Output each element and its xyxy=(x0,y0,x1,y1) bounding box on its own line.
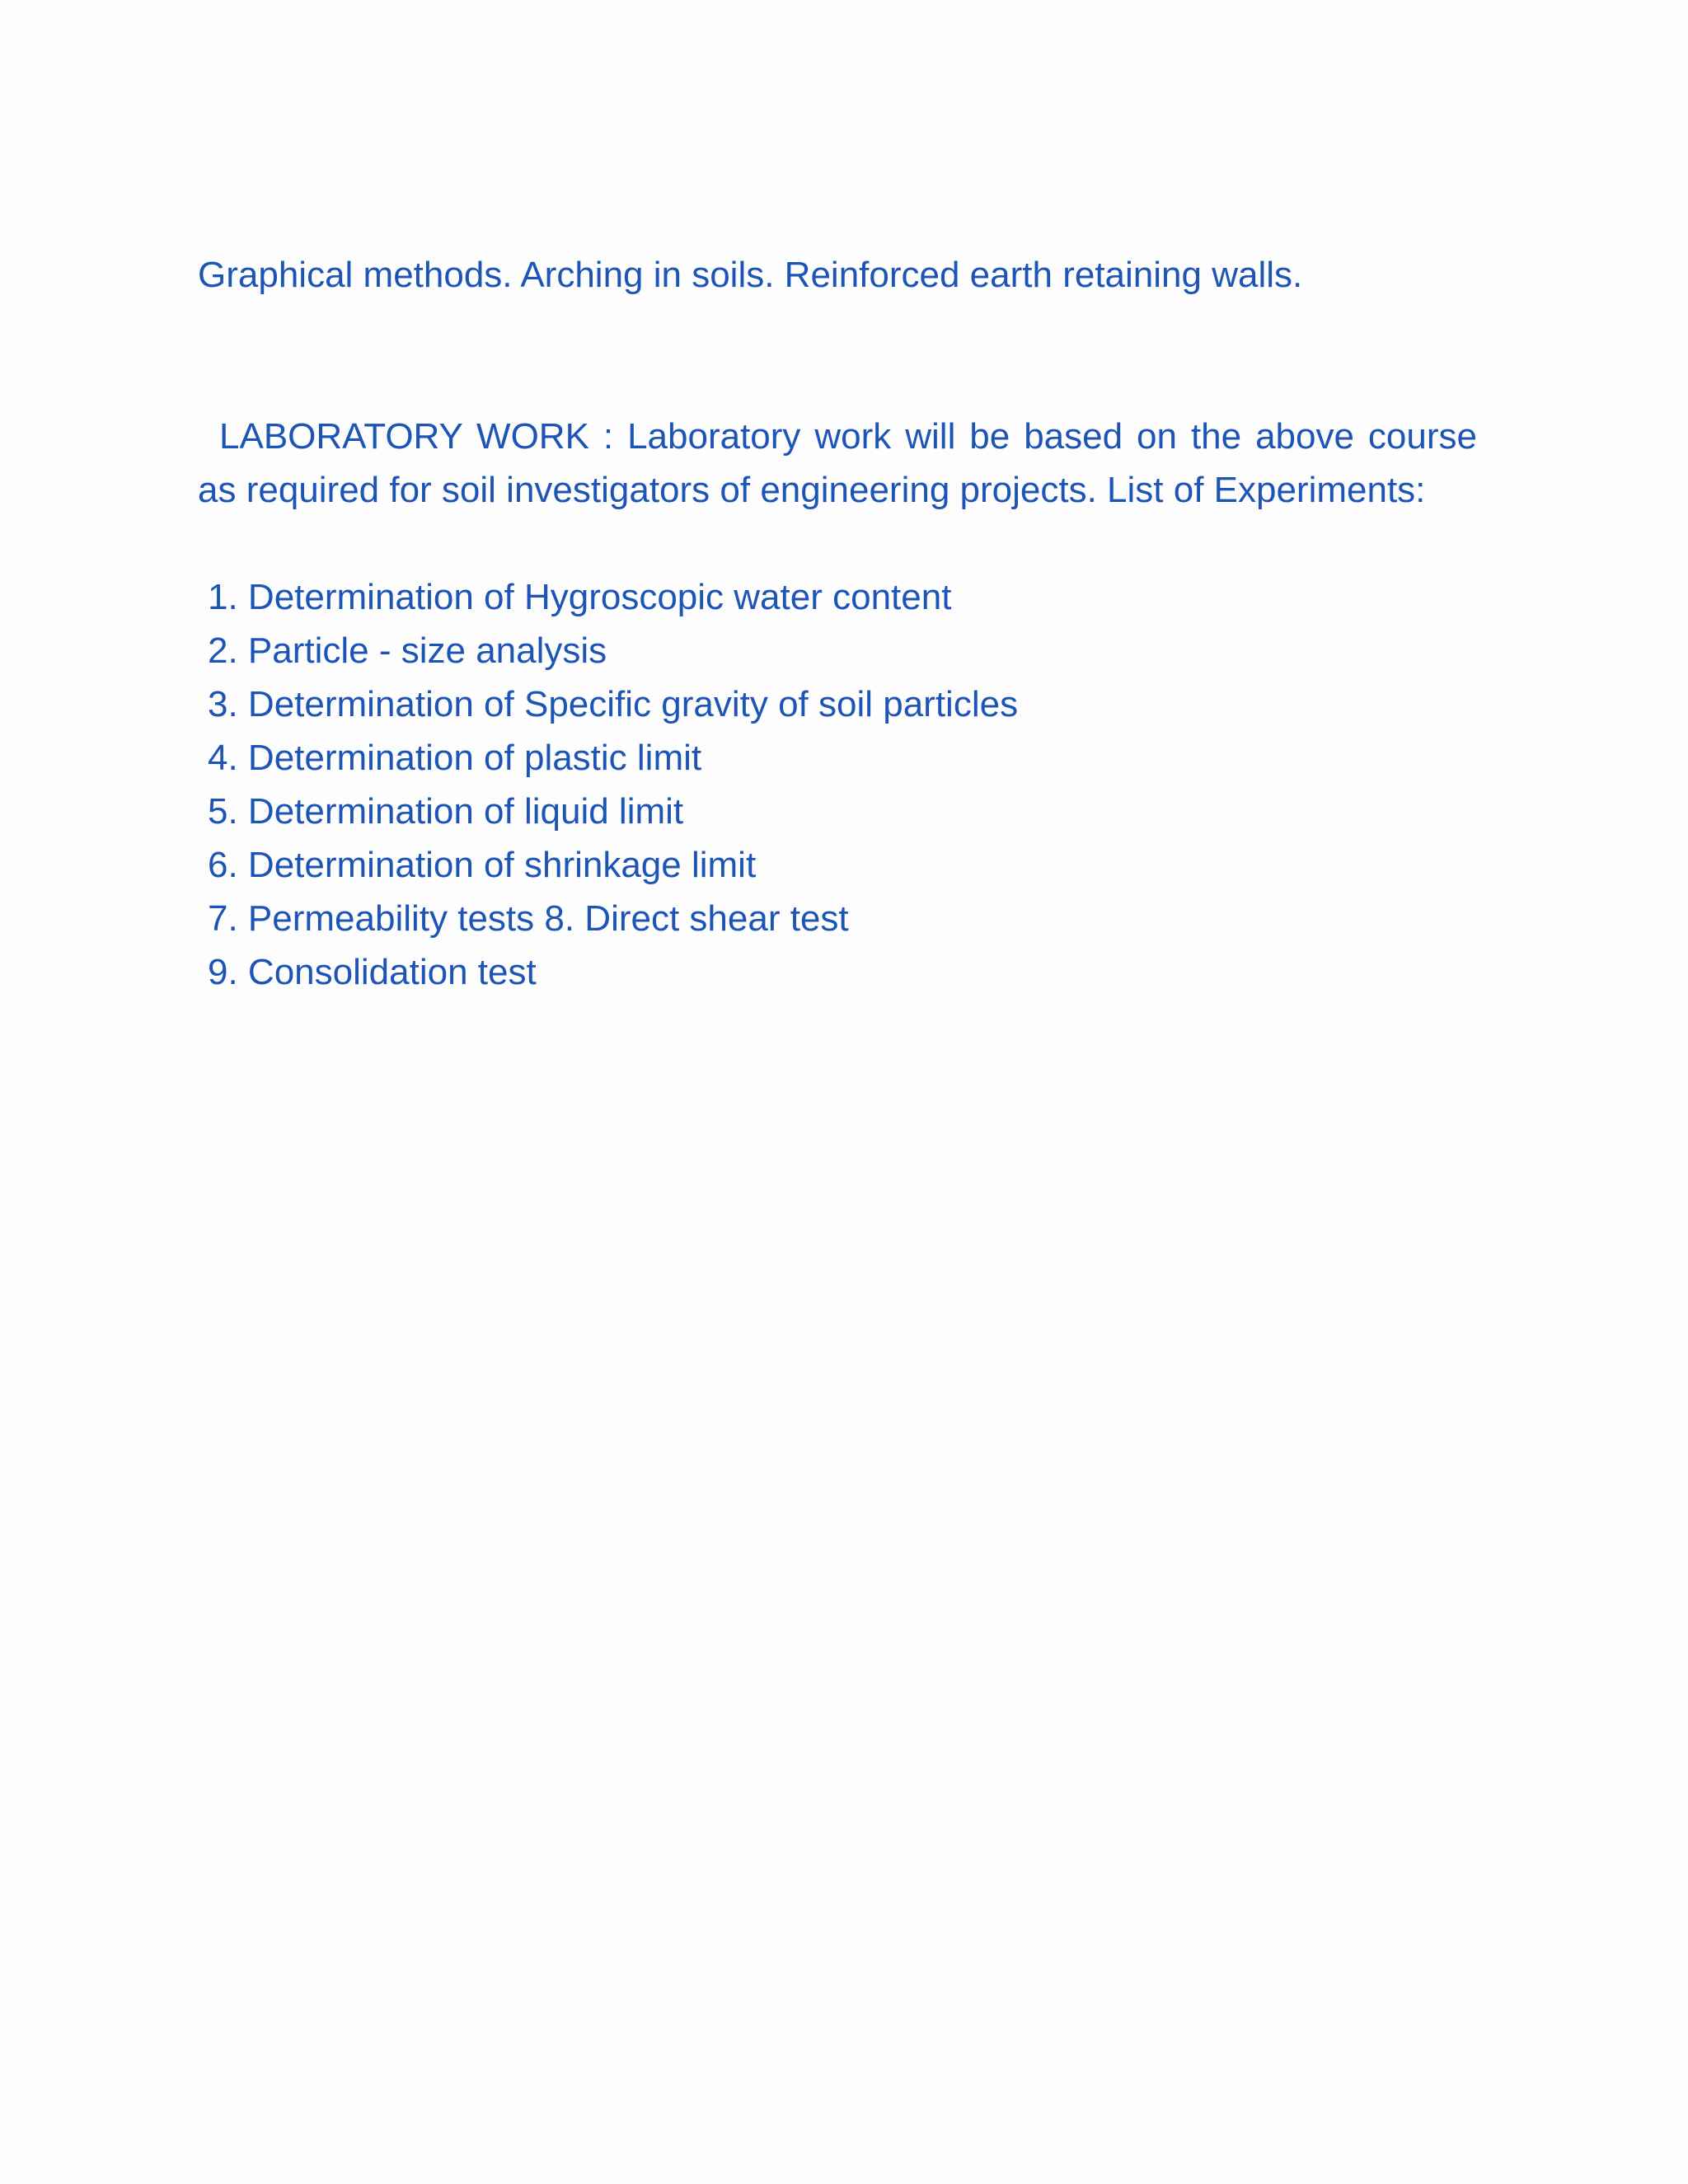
laboratory-work-paragraph xyxy=(198,410,1477,517)
laboratory-work-text: LABORATORY WORK : Laboratory work will be based on the above course as required for soil investigators of engineering projects. List of Experiments: xyxy=(198,416,1477,510)
list-item: 3. Determination of Specific gravity of soil particles xyxy=(208,684,1019,724)
list-item: 5. Determination of liquid limit xyxy=(208,791,684,832)
list-item: 1. Determination of Hygroscopic water content xyxy=(208,577,952,617)
list-item: 7. Permeability tests 8. Direct shear test xyxy=(208,898,849,939)
list-item: 4. Determination of plastic limit xyxy=(208,738,702,778)
intro-line: Graphical methods. Arching in soils. Reinforced earth retaining walls. xyxy=(198,255,1303,295)
list-item: 6. Determination of shrinkage limit xyxy=(208,845,757,885)
list-item: 2. Particle - size analysis xyxy=(208,630,607,671)
list-item: 9. Consolidation test xyxy=(208,952,537,992)
experiments-list xyxy=(208,570,1018,999)
